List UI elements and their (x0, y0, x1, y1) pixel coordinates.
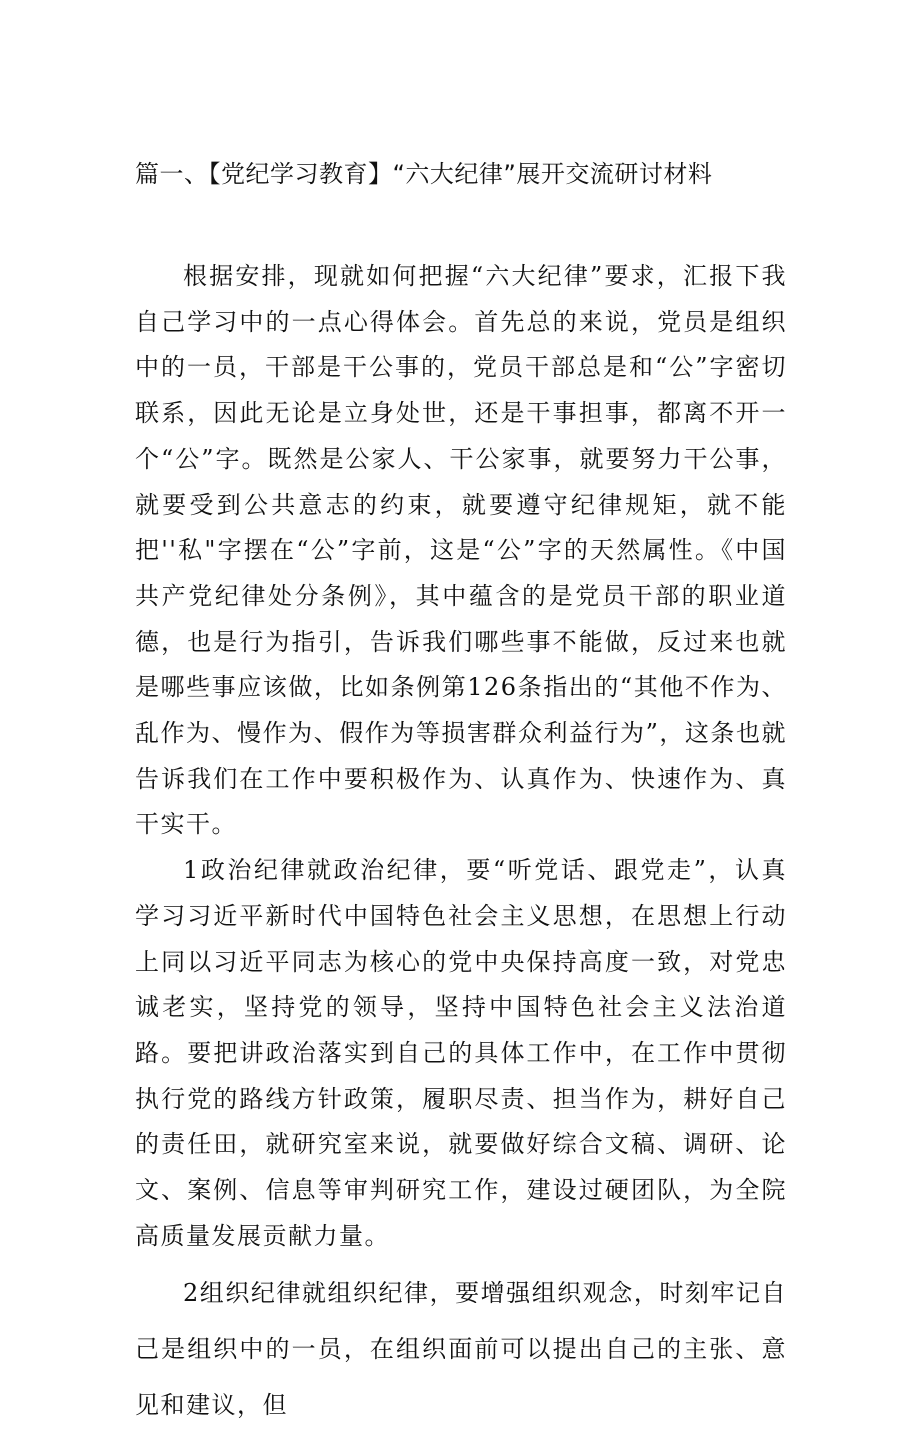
paragraph-organizational-discipline: 2组织纪律就组织纪律，要增强组织观念，时刻牢记自己是组织中的一员，在组织面前可以提出自己的主张、意见和建议，但 (135, 1279, 787, 1420)
paragraph-political-discipline: 1政治纪律就政治纪律，要“听党话、跟党走”，认真学习习近平新时代中国特色社会主义思想，在思想上行动上同以习近平同志为核心的党中央保持高度一致，对党忠诚老实，坚持党的领导，坚持中国特色社会主义法治道路。要把讲政治落实到自己的具体工作中，在工作中贯彻执行党的路线方针政策，履职尽责、担当作为，耕好自己的责任田，就研究室来说，就要做好综合文稿、调研、论文、案例、信息等审判研究工作，建设过硬团队，为全院高质量发展贡献力量。 (135, 856, 787, 1250)
document-body (135, 254, 787, 1433)
paragraph-intro: 根据安排，现就如何把握“六大纪律”要求，汇报下我自己学习中的一点心得体会。首先总的来说，党员是组织中的一员，干部是干公事的，党员干部总是和“公”字密切联系，因此无论是立身处世，还是干事担事，都离不开一个“公”字。既然是公家人、干公家事，就要努力干公事，就要受到公共意志的约束，就要遵守纪律规矩，就不能把''私"字摆在“公”字前，这是“公”字的天然属性。《中国共产党纪律处分条例》，其中蕴含的是党员干部的职业道德，也是行为指引，告诉我们哪些事不能做，反过来也就是哪些事应该做，比如条例第126条指出的“其他不作为、乱作为、慢作为、假作为等损害群众利益行为”，这条也就告诉我们在工作中要积极作为、认真作为、快速作为、真干实干。 (135, 262, 787, 839)
document-title: 篇一、【党纪学习教育】“六大纪律”展开交流研讨材料 (135, 160, 713, 188)
